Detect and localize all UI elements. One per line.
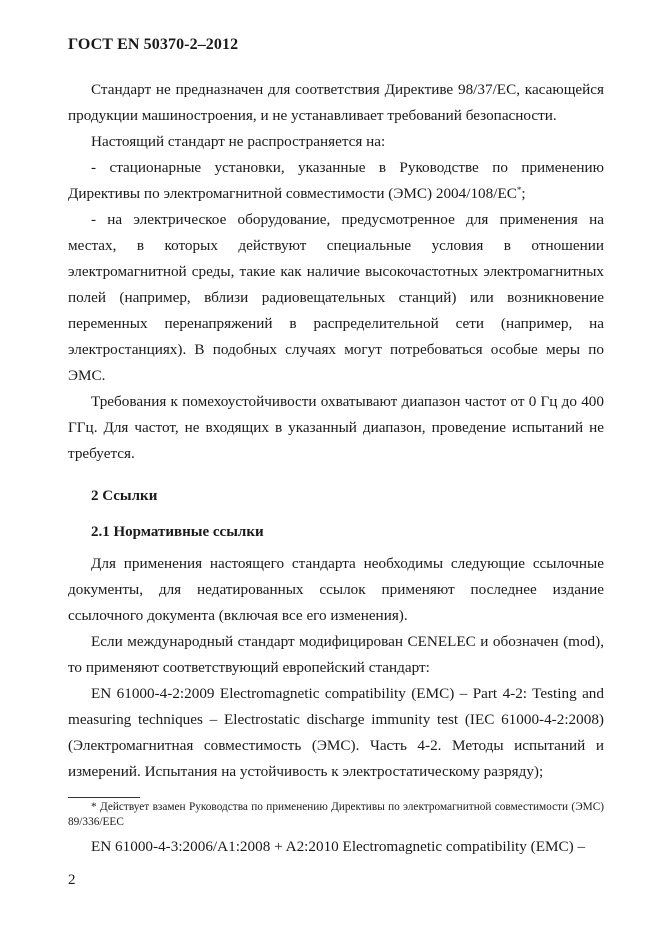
page-number: 2 [68,872,76,888]
paragraph-cenelec-mod: Если международный стандарт модифицирован CENELEC и обозначен (mod), то применяют соответствующий европейский стандарт: [68,633,604,676]
paragraph-stationary-installations [68,155,604,207]
footnote-separator [68,797,140,798]
paragraph-special-conditions: - на электрическое оборудование, предусмотренное для применения на местах, в которых действуют специальные условия в отношении электромагнитной среды, такие как наличие высокочастотных электромагнитных полей (например, вблизи радиовещательных станций) или возникновение переменных перенапряжений в распределительной сети (например, на электростанциях). В подобных случаях могут потребоваться особые меры по ЭМС. [68,211,604,384]
section-2-1-heading: 2.1 Нормативные ссылки [91,524,264,540]
stationary-installations-end: ; [521,185,526,202]
paragraph-scope-directive: Стандарт не предназначен для соответствия Директиве 98/37/ЕС, касающейся продукции машиностроения, и не устанавливает требований безопасности. [68,81,604,124]
footnote-mark: * [516,185,522,195]
paragraph-frequency-range: Требования к помехоустойчивости охватывают диапазон частот от 0 Гц до 400 ГГц. Для частот, не входящих в указанный диапазон, проведение испытаний не требуется. [68,393,604,462]
stationary-installations-text: - стационарные установки, указанные в Руководстве по применению Директивы по электромагнитной совместимости (ЭМС) 2004/108/ЕС [68,159,604,202]
paragraph-not-applicable-intro: Настоящий стандарт не распространяется на: [91,133,386,150]
paragraph-references-intro: Для применения настоящего стандарта необходимы следующие ссылочные документы, для недатированных ссылок применяют последнее издание ссылочного документа (включая все его изменения). [68,555,604,624]
reference-en-61000-4-2: EN 61000-4-2:2009 Electromagnetic compatibility (EMC) – Part 4-2: Testing and measuring techniques – Electrostatic discharge immunity test (IEC 61000-4-2:2008) (Электромагнитная совместимость (ЭМС). Часть 4-2. Методы испытаний и измерений. Испытания на устойчивость к электростатическому разряду); [68,685,604,780]
document-body [68,77,604,860]
document-header: ГОСТ EN 50370-2–2012 [68,36,239,53]
reference-en-61000-4-3: EN 61000-4-3:2006/A1:2008 + A2:2010 Electromagnetic compatibility (EMC) – [91,838,586,855]
footnote: * Действует взамен Руководства по применению Директивы по электромагнитной совместимости (ЭМС) 89/336/ЕЕС [68,801,604,828]
section-2-heading: 2 Ссылки [91,488,158,504]
